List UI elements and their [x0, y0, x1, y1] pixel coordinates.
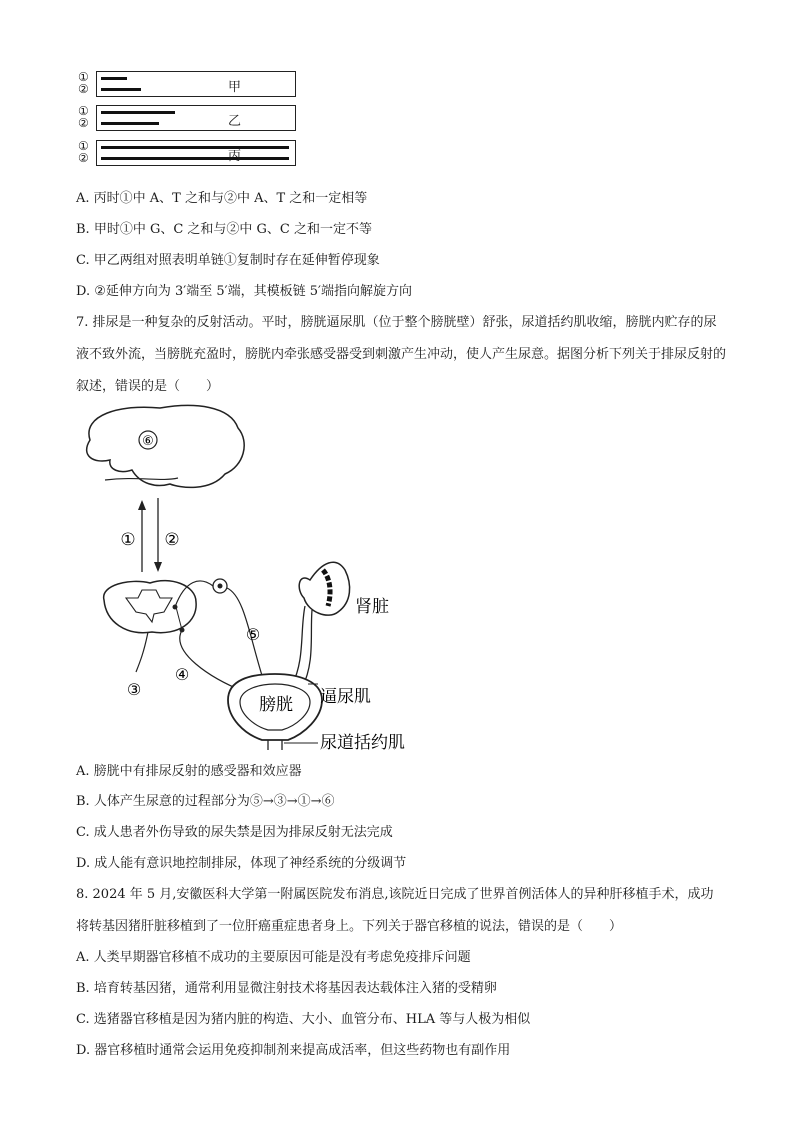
q8-option-c: C. 选猪器官移植是因为猪内脏的构造、大小、血管分布、HLA 等与人极为相似	[76, 1012, 531, 1027]
q7-option-b: B. 人体产生尿意的过程部分为⑤→③→①→⑥	[76, 794, 335, 809]
sphincter-label: 尿道括约肌	[320, 733, 405, 750]
row-tag: 丙	[228, 149, 242, 164]
brain-outline	[87, 405, 245, 487]
q8-option-d: D. 器官移植时通常会运用免疫抑制剂来提高成活率，但这些药物也有副作用	[76, 1043, 511, 1058]
strand-1-bar	[101, 146, 289, 149]
q6-option-a: A. 丙时①中 A、T 之和与②中 A、T 之和一定相等	[76, 191, 368, 206]
detrusor-label: 逼尿肌	[320, 687, 371, 707]
strand-2-label: ②	[78, 82, 89, 96]
q6-option-c: C. 甲乙两组对照表明单链①复制时存在延伸暂停现象	[76, 253, 380, 268]
q8-stem: 8. 2024 年 5 月,安徽医科大学第一附属医院发布消息,该院近日完成了世界首例活体人的异种肝移植手术，成功将转基因猪肝脏移植到了一位肝癌重症患者身上。下列关于器官移植的说法，错误的是（ ）	[76, 887, 714, 934]
reflex-diagram	[60, 400, 440, 750]
up-pathway-label: ①	[120, 530, 136, 550]
strand-1-bar	[101, 77, 127, 80]
q7-option-a: A. 膀胱中有排尿反射的感受器和效应器	[76, 764, 302, 779]
strand-1-label: ①	[78, 70, 89, 84]
label-3: ③	[126, 680, 142, 699]
q6-option-d: D. ②延伸方向为 3′端至 5′端，其模板链 5′端指向解旋方向	[76, 284, 412, 299]
q7-option-c: C. 成人患者外伤导致的尿失禁是因为排尿反射无法完成	[76, 825, 393, 840]
strand-2-label: ②	[78, 151, 89, 165]
replication-box	[96, 71, 296, 97]
q7-option-d: D. 成人能有意识地控制排尿，体现了神经系统的分级调节	[76, 856, 407, 871]
row-tag: 甲	[228, 80, 242, 95]
q8-option-a: A. 人类早期器官移植不成功的主要原因可能是没有考虑免疫排斥问题	[76, 950, 471, 965]
label-4: ④	[174, 665, 190, 684]
bladder-label: 膀胱	[259, 695, 293, 715]
strand-2-bar	[101, 157, 289, 160]
kidney-label: 肾脏	[355, 597, 389, 617]
q6-option-b: B. 甲时①中 G、C 之和与②中 G、C 之和一定不等	[76, 222, 373, 237]
strand-2-bar	[101, 122, 159, 125]
strand-1-label: ①	[78, 139, 89, 153]
q8-option-b: B. 培育转基因猪，通常利用显微注射技术将基因表达载体注入猪的受精卵	[76, 981, 497, 996]
replication-box	[96, 105, 296, 131]
brain-label: ⑥	[142, 434, 154, 449]
strand-1-bar	[101, 111, 175, 114]
q7-stem: 7. 排尿是一种复杂的反射活动。平时，膀胱逼尿肌（位于整个膀胱壁）舒张，尿道括约肌收缩，膀胱内贮存的尿液不致外流，当膀胱充盈时，膀胱内牵张感受器受到刺激产生冲动，使人产生尿意。据图分析下列关于排尿反射的叙述，错误的是（ ）	[76, 315, 727, 394]
down-pathway-label: ②	[164, 530, 180, 550]
replication-box	[96, 140, 296, 166]
strand-1-label: ①	[78, 104, 89, 118]
spinal-cord	[104, 581, 197, 633]
strand-2-label: ②	[78, 116, 89, 130]
label-5: ⑤	[245, 625, 261, 644]
row-tag: 乙	[228, 114, 242, 129]
strand-2-bar	[101, 88, 141, 91]
